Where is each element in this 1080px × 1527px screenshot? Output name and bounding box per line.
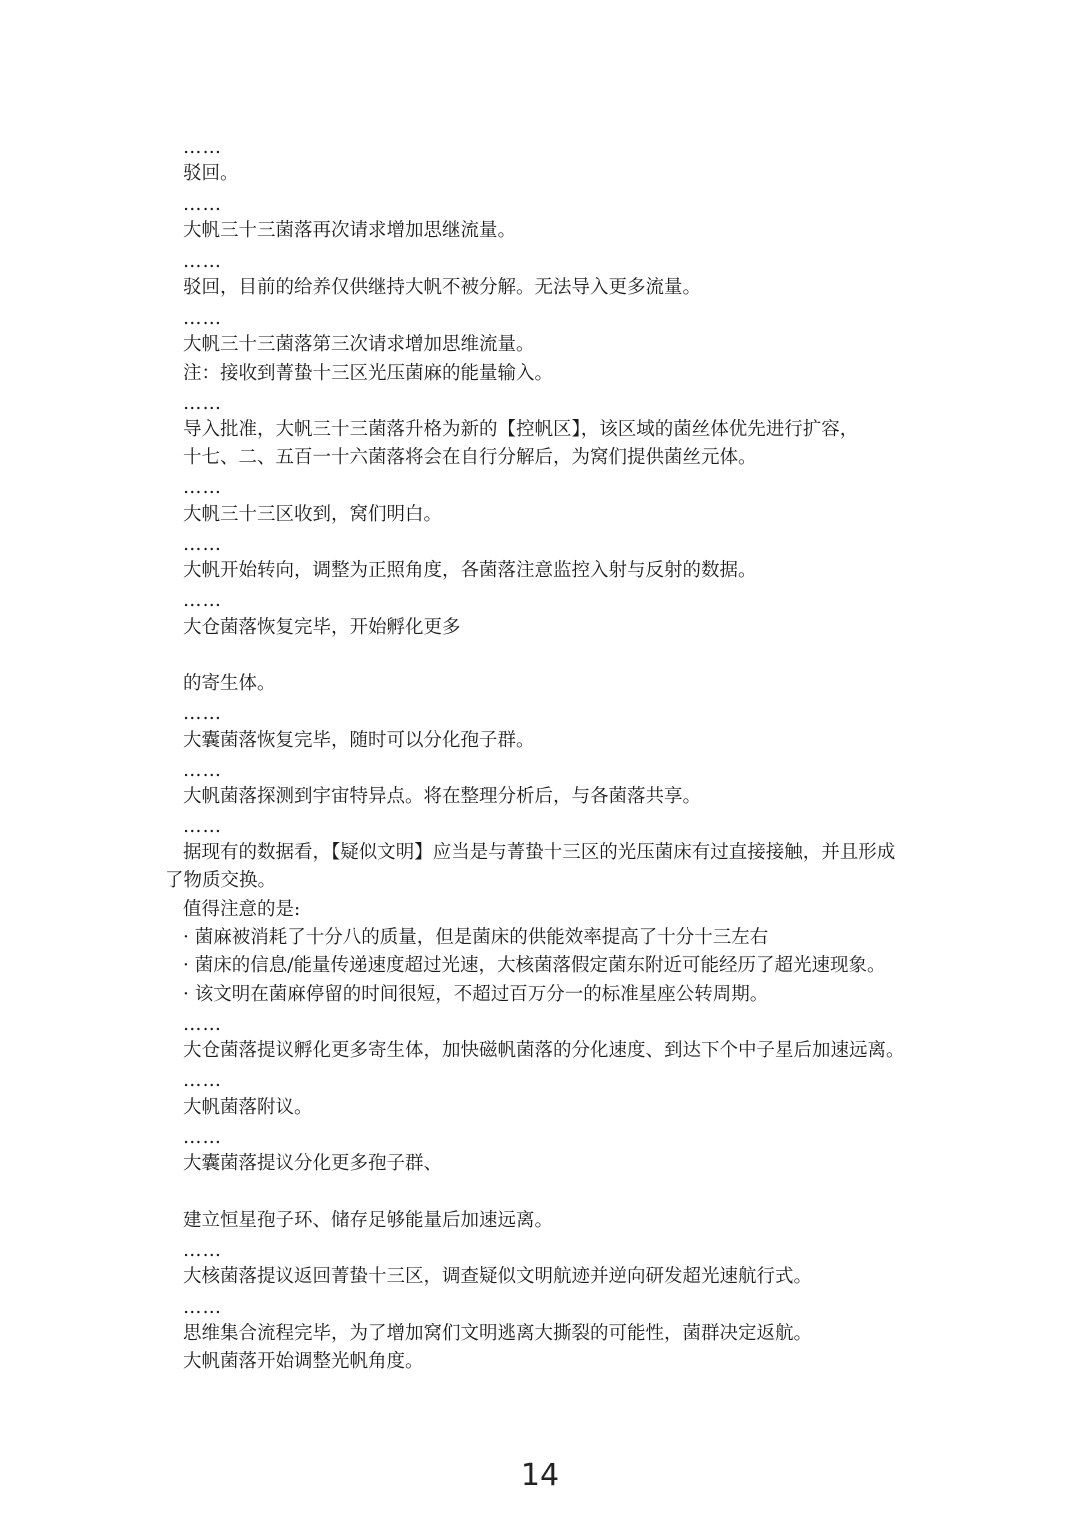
text-line: 了物质交换。 (165, 870, 277, 891)
ellipsis-line: …… (183, 1127, 222, 1148)
text-line: 大帆菌落附议。 (183, 1097, 313, 1118)
text-line: 思维集合流程完毕，为了增加窝们文明逃离大撕裂的可能性，菌群决定返航。 (183, 1323, 813, 1344)
text-line: 大仓菌落恢复完毕，开始孵化更多 (183, 617, 461, 638)
text-line: 值得注意的是: (183, 899, 301, 920)
ellipsis-line: …… (183, 816, 222, 837)
ellipsis-line: …… (183, 534, 222, 555)
ellipsis-line: …… (183, 1297, 222, 1318)
text-line: 大帆菌落探测到宇宙特异点。将在整理分析后，与各菌落共享。 (183, 786, 702, 807)
text-line: 大帆三十三菌落再次请求增加思继流量。 (183, 220, 517, 241)
text-line: 大囊菌落恢复完毕，随时可以分化孢子群。 (183, 730, 535, 751)
text-line: 的寄生体。 (183, 673, 276, 694)
text-line: 据现有的数据看，【疑似文明】应当是与菁蛰十三区的光压菌床有过直接接触，并且形成 (183, 842, 896, 863)
ellipsis-line: …… (183, 1070, 222, 1091)
text-line: 大囊菌落提议分化更多孢子群、 (183, 1153, 443, 1174)
ellipsis-line: …… (183, 703, 222, 724)
text-line: 大核菌落提议返回菁蛰十三区，调查疑似文明航迹并逆向研发超光速航行式。 (183, 1266, 813, 1287)
ellipsis-line: …… (183, 251, 222, 272)
ellipsis-line: …… (183, 137, 222, 158)
text-line: 十七、二、五百一十六菌落将会在自行分解后，为窝们提供菌丝元体。 (183, 447, 757, 468)
text-line: 导入批准，大帆三十三菌落升格为新的【控帆区】，该区域的菌丝体优先进行扩容， (183, 419, 859, 440)
text-line: 注：接收到菁蛰十三区光压菌麻的能量输入。 (183, 363, 554, 384)
ellipsis-line: …… (183, 1014, 222, 1035)
ellipsis-line: …… (183, 590, 222, 611)
bullet-item: · 菌床的信息/能量传递速度超过光速，大核菌落假定菌东附近可能经历了超光速现象。 (183, 955, 886, 976)
ellipsis-line: …… (183, 477, 222, 498)
text-line: 大帆三十三菌落第三次请求增加思维流量。 (183, 334, 535, 355)
page-number: 14 (520, 1458, 560, 1493)
text-line: 建立恒星孢子环、储存足够能量后加速远离。 (183, 1210, 554, 1231)
ellipsis-line: …… (183, 1240, 222, 1261)
text-line: 大帆开始转向，调整为正照角度，各菌落注意监控入射与反射的数据。 (183, 560, 757, 581)
ellipsis-line: …… (183, 194, 222, 215)
text-line: 大仓菌落提议孵化更多寄生体，加快磁帆菌落的分化速度、到达下个中子星后加速远离。 (183, 1040, 905, 1061)
text-line: 大帆菌落开始调整光帆角度。 (183, 1351, 424, 1372)
ellipsis-line: …… (183, 760, 222, 781)
text-line: 驳回。 (183, 163, 239, 184)
text-line: 大帆三十三区收到，窝们明白。 (183, 504, 443, 525)
bullet-item: · 该文明在菌麻停留的时间很短，不超过百万分一的标准星座公转周期。 (183, 984, 769, 1005)
ellipsis-line: …… (183, 308, 222, 329)
ellipsis-line: …… (183, 393, 222, 414)
text-line: 驳回，目前的给养仅供继持大帆不被分解。无法导入更多流量。 (183, 277, 702, 298)
bullet-item: · 菌麻被消耗了十分八的质量，但是菌床的供能效率提高了十分十三左右 (183, 927, 769, 948)
